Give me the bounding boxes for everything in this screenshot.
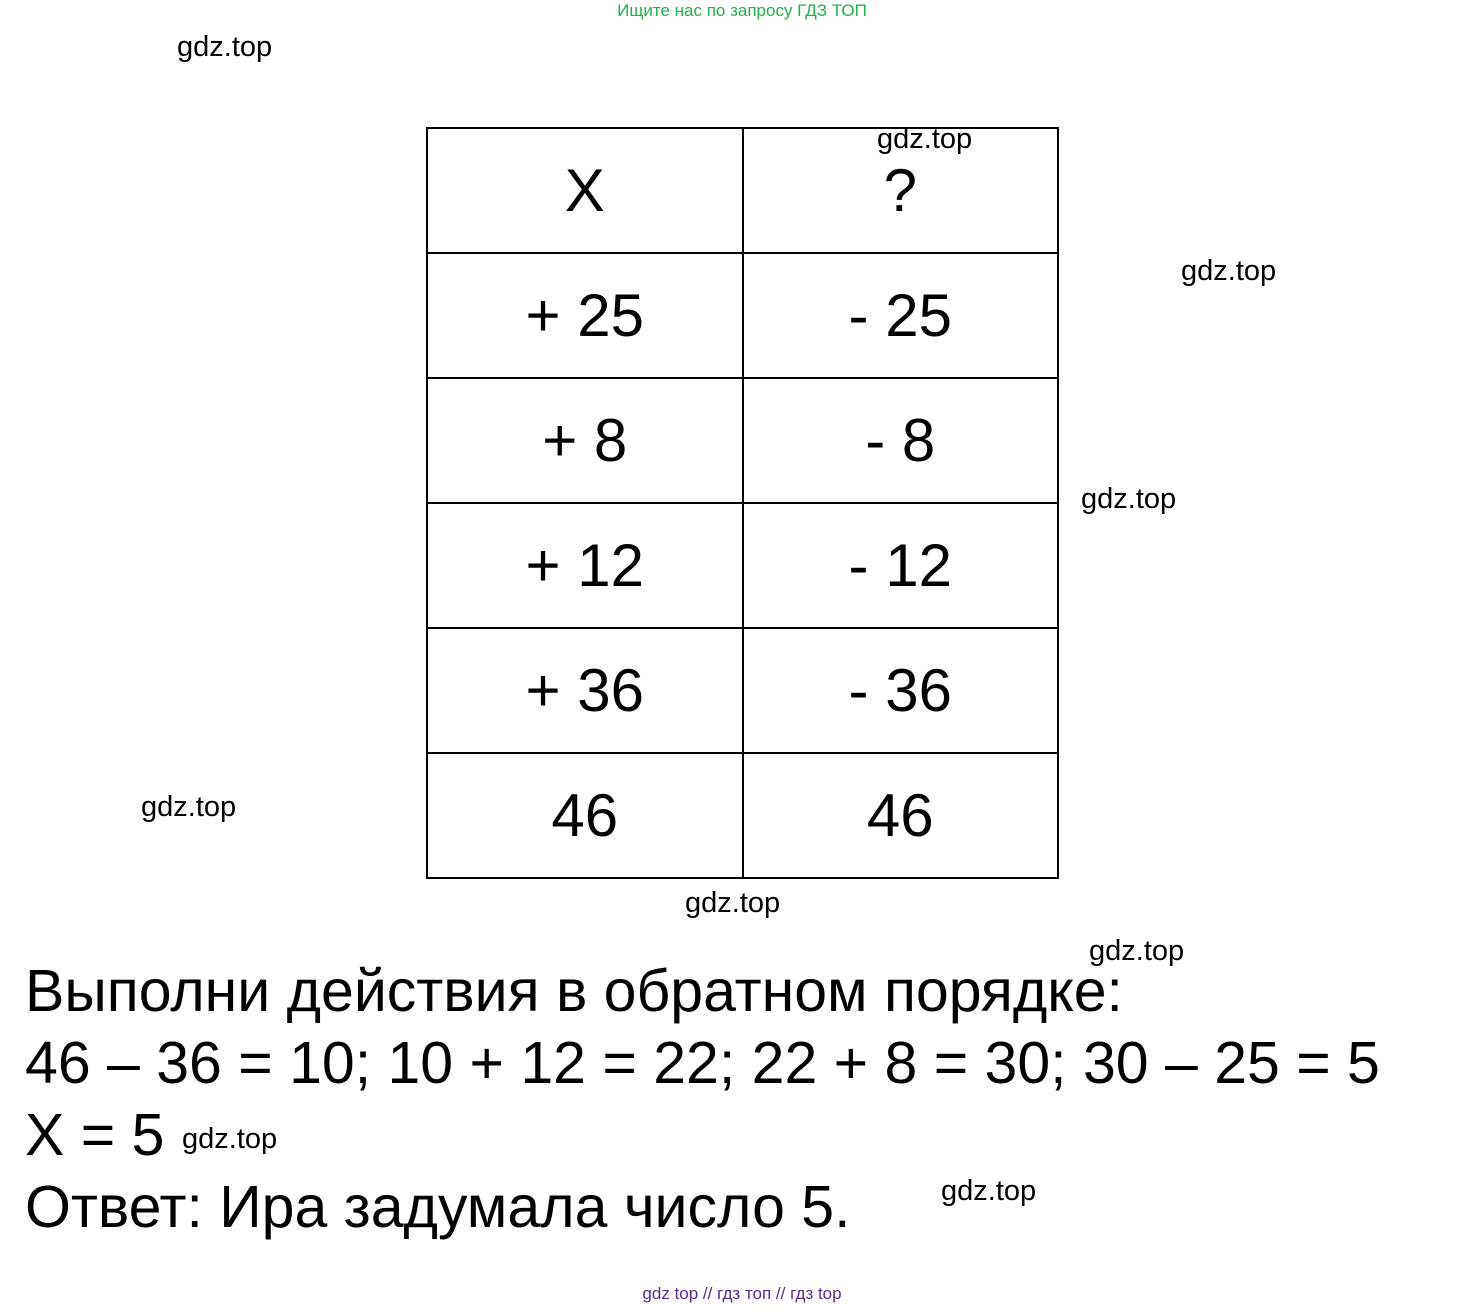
watermark: gdz.top — [1089, 935, 1185, 967]
table-cell: X — [427, 128, 743, 253]
table-row — [427, 128, 1058, 253]
watermark: gdz.top — [685, 887, 781, 919]
watermark: gdz.top — [1181, 255, 1277, 287]
table-cell: + 8 — [427, 378, 743, 503]
table-cell: + 12 — [427, 503, 743, 628]
table-cell: + 36 — [427, 628, 743, 753]
table-cell: - 12 — [743, 503, 1059, 628]
watermark: gdz.top — [177, 31, 273, 63]
watermark: gdz.top — [941, 1175, 1037, 1207]
solution-text — [25, 955, 1380, 1243]
table-row — [427, 753, 1058, 878]
table-row — [427, 628, 1058, 753]
operations-table — [426, 127, 1059, 879]
table-cell: - 8 — [743, 378, 1059, 503]
search-banner: Ищите нас по запросу ГДЗ ТОП — [617, 1, 867, 20]
watermark: gdz.top — [877, 123, 973, 155]
table-row — [427, 378, 1058, 503]
answer-line: Ответ: Ира задумала число 5. — [25, 1174, 851, 1240]
watermark: gdz.top — [1081, 483, 1177, 515]
table-cell: + 25 — [427, 253, 743, 378]
instruction-line: Выполни действия в обратном порядке: — [25, 958, 1123, 1024]
table-cell: 46 — [743, 753, 1059, 878]
table-cell: 46 — [427, 753, 743, 878]
watermark: gdz.top — [141, 791, 237, 823]
table-cell: - 25 — [743, 253, 1059, 378]
result-line: X = 5 — [25, 1102, 165, 1168]
table-cell: ? — [743, 128, 1059, 253]
footer-links: gdz top // гдз топ // гдз top — [642, 1284, 842, 1303]
table-cell: - 36 — [743, 628, 1059, 753]
table-row — [427, 253, 1058, 378]
watermark: gdz.top — [182, 1123, 278, 1155]
steps-line: 46 – 36 = 10; 10 + 12 = 22; 22 + 8 = 30; 30 – 25 = 5 — [25, 1030, 1380, 1096]
table-row — [427, 503, 1058, 628]
